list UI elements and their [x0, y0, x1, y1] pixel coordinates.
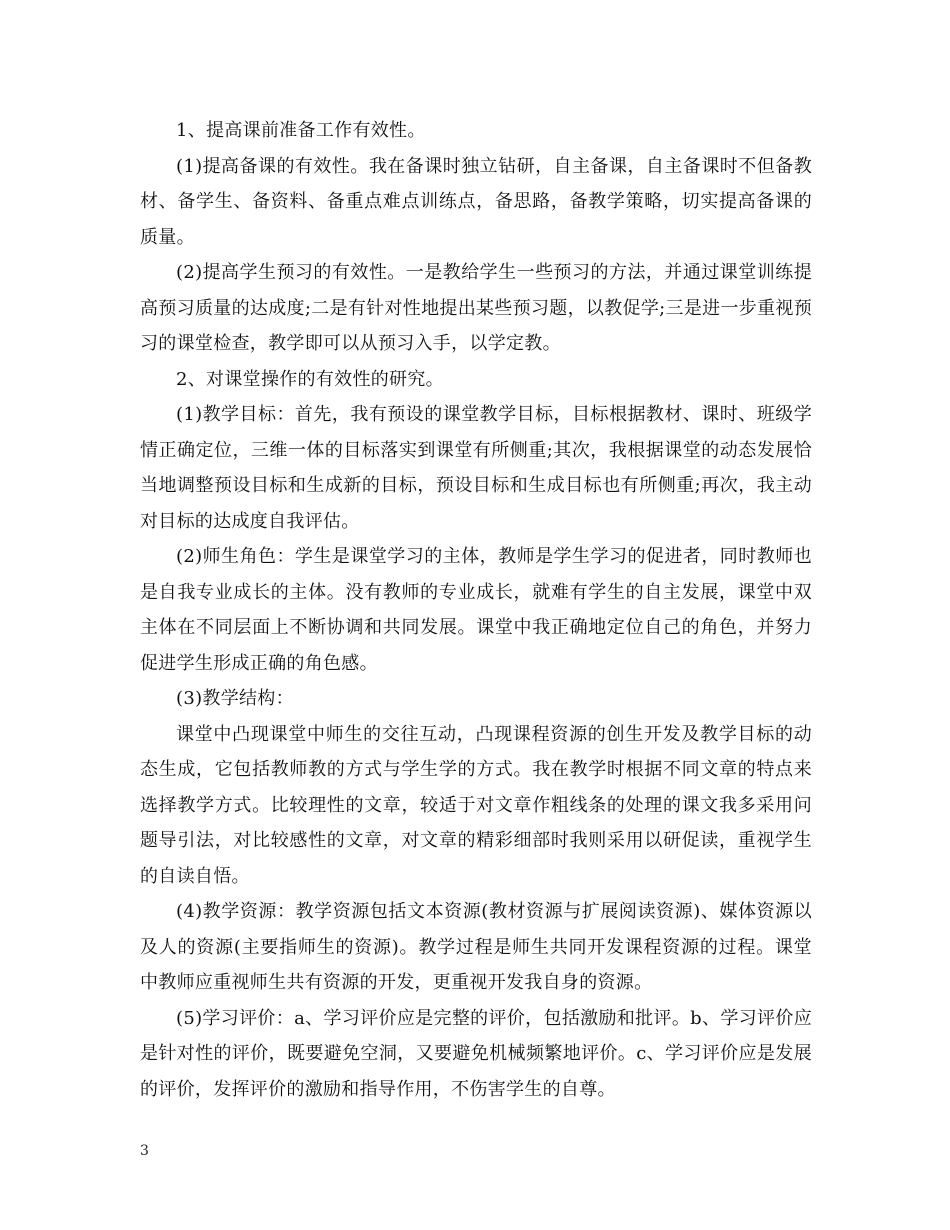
section-heading-1: 1、提高课前准备工作有效性。 [176, 120, 426, 141]
paragraph-structure-heading: (3)教学结构： [176, 688, 294, 709]
paragraph-lesson-prep: (1)提高备课的有效性。我在备课时独立钻研，自主备课，自主备课时不但备教材、备学生、备资料、备重点难点训练点，备思路，备教学策略，切实提高备课的质量。 [140, 155, 812, 248]
paragraph-roles: (2)师生角色：学生是课堂学习的主体，教师是学生学习的促进者，同时教师也是自我专业成长的主体。没有教师的专业成长，就难有学生的自主发展，课堂中双主体在不同层面上不断协调和共同发展。课堂中我正确地定位自己的角色，并努力促进学生形成正确的角色感。 [140, 546, 812, 674]
paragraph-preview: (2)提高学生预习的有效性。一是教给学生一些预习的方法，并通过课堂训练提高预习质量的达成度;二是有针对性地提出某些预习题，以教促学;三是进一步重视预习的课堂检查，教学即可以从预习入手，以学定教。 [140, 262, 812, 354]
paragraph-structure: 课堂中凸现课堂中师生的交往互动，凸现课程资源的创生开发及教学目标的动态生成，它包括教师教的方式与学生学的方式。我在教学时根据不同文章的特点来选择教学方式。比较理性的文章，较适于对文章作粗线条的处理的课文我多采用问题导引法，对比较感性的文章，对文章的精彩细部时我则采用以研促读，重视学生的自读自悟。 [140, 723, 812, 887]
page-number: 3 [140, 1143, 149, 1159]
paragraph-resources: (4)教学资源：教学资源包括文本资源(教材资源与扩展阅读资源)、媒体资源以及人的资源(主要指师生的资源)。教学过程是师生共同开发课程资源的过程。课堂中教师应重视师生共有资源的开发，更重视开发我自身的资源。 [140, 901, 812, 993]
paragraph-evaluation: (5)学习评价：a、学习评价应是完整的评价，包括激励和批评。b、学习评价应是针对性的评价，既要避免空洞，又要避免机械频繁地评价。c、学习评价应是发展的评价，发挥评价的激励和指导作用，不伤害学生的自尊。 [140, 1007, 812, 1100]
paragraph-teaching-goals: (1)教学目标：首先，我有预设的课堂教学目标，目标根据教材、课时、班级学情正确定位，三维一体的目标落实到课堂有所侧重;其次，我根据课堂的动态发展恰当地调整预设目标和生成新的目标，预设目标和生成目标也有所侧重;再次，我主动对目标的达成度自我评估。 [140, 404, 812, 532]
section-heading-2: 2、对课堂操作的有效性的研究。 [176, 368, 444, 390]
document-body [140, 113, 812, 1107]
